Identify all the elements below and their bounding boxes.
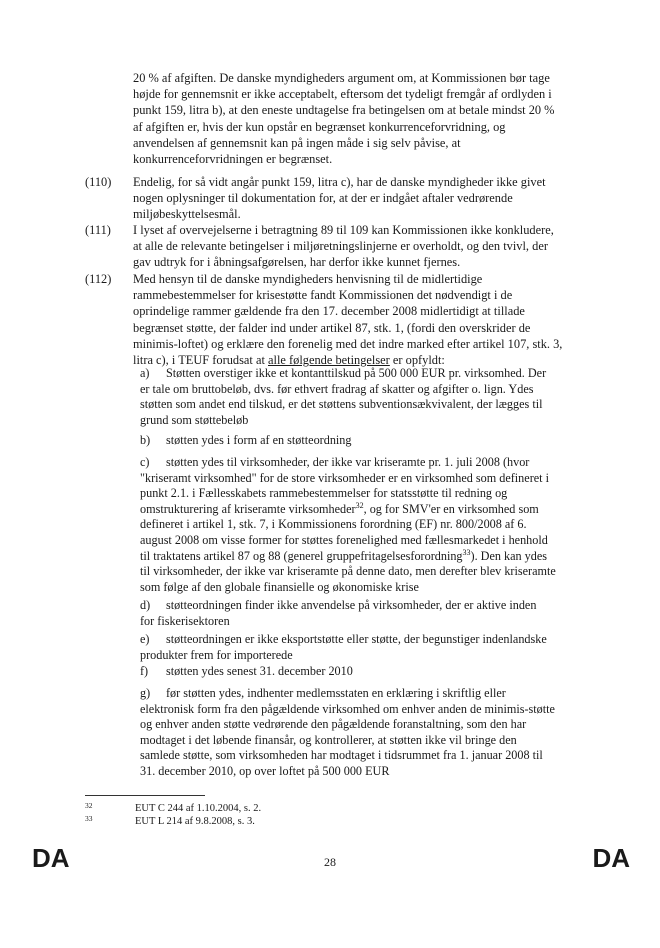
item-label: a) [140, 366, 150, 380]
list-item-d: d) støtteordningen finder ikke anvendelse på virksomheder, der er aktive inden for fiskerisektoren [140, 598, 537, 628]
paragraph-112: Med hensyn til de danske myndigheders henvisning til de midlertidige rammebestemmelser for krisestøtte fandt Kommissionen det nødvendigt i de oprindelige rammer gældende fra den 17. december 2008 midlertidigt at tillade begrænset støtte, der falder ind under artikel 87, stk. 1, (fordi den overskrider de minimis-loftet) og erklære den forenelig med det indre marked efter artikel 107, stk. 3, litra c), i TEUF forudsat at alle følgende betingelser er opfyldt: [133, 272, 563, 368]
paragraph-111: I lyset af overvejelserne i betragtning 89 til 109 kan Kommissionen ikke konkludere, at alle de relevante betingelser i miljøretningslinjerne er overholdt, og den tvivl, der gav udtryk for i åbningsafgørelsen, har derfor ikke kunnet fjernes. [133, 223, 554, 270]
list-item-g: g) før støtten ydes, indhenter medlemsstaten en erklæring i skriftlig eller elektronisk form fra den pågældende virksomhed om enhver anden de minimis-støtte og enhver anden støtte vedrørende den pågældende foranstaltning, som den har modtaget i det løbende finansår, og kontrollerer, at støtten ikke vil bringe den samlede støtte, som virksomheden har modtaget i tidsrummet fra 1. januar 2008 til 31. december 2010, op over loftet på 500 000 EUR [140, 686, 555, 778]
language-code-left: DA [32, 843, 70, 873]
item-label: f) [140, 664, 149, 678]
list-item-e: e) støtteordningen er ikke eksportstøtte eller støtte, der begunstiger indenlandske produkter frem for importerede [140, 632, 547, 662]
item-label: d) [140, 598, 151, 612]
footnote-divider [85, 795, 205, 796]
footnote-ref-33[interactable]: 33 [462, 547, 471, 557]
list-item-c: c) støtten ydes til virksomheder, der ikke var kriseramte pr. 1. juli 2008 (hvor "kriseramt virksomhed" for de store virksomheder er en virksomhed som defineret i punkt 2.1. i Fællesskabets rammebestemmelser for statsstøtte til redning og omstrukturering af kriseramte virksomheder$^{32}$, og for SMV'er en virksomhed som defineret i artikel 1, stk. 7, i Kommissionens forordning (EF) nr. 800/2008 af 6. august 2008 om visse former for støttes forenelighed med fællesmarkedet i henhold til traktatens artikel 87 og 88 (generel gruppefritagelsesforordning$^{33}$). Den kan ydes til virksomheder, der ikke var kriseramte på denne dato, men derefter blev kriseramte som følge af den globale finansielle og økonomiske krise [140, 455, 556, 594]
list-item-f: f) støtten ydes senest 31. december 2010 [140, 664, 353, 678]
footnote-33: 33 EUT L 214 af 9.8.2008, s. 3. [85, 814, 255, 827]
paragraph-number-111: (111) [85, 223, 111, 237]
item-label: e) [140, 632, 150, 646]
page-number: 28 [324, 855, 336, 869]
continuation-paragraph: 20 % af afgiften. De danske myndigheders argument om, at Kommissionen bør tage højde for gennemsnit er ikke acceptabelt, eftersom det tydeligt fremgår af ordlyden i punkt 159, litra b), at den eneste undtagelse fra betingelsen om at betale mindst 20 % af afgiften er, hvis der kun opstår en begrænset konkurrenceforvridning, og anvendelsen af gennemsnit kan på ingen måde i sig selv påvise, at konkurrenceforvridningen er begrænset. [133, 71, 555, 167]
underlined-conditions: alle følgende betingelser [268, 353, 390, 368]
item-label: g) [140, 686, 151, 700]
footnote-mark: 32 [85, 801, 93, 810]
footnote-ref-32[interactable]: 32 [355, 500, 364, 510]
language-code-right: DA [592, 843, 630, 873]
paragraph-110: Endelig, for så vidt angår punkt 159, litra c), har de danske myndigheder ikke givet nogen oplysninger til dokumentation for, at der er indgået aftaler vedrørende miljøbeskyttelsesmål. [133, 175, 546, 222]
item-label: b) [140, 433, 151, 447]
list-item-b: b) støtten ydes i form af en støtteordning [140, 433, 352, 447]
paragraph-number-110: (110) [85, 175, 112, 189]
footnote-mark: 33 [85, 814, 93, 823]
paragraph-number-112: (112) [85, 272, 112, 286]
list-item-a: a) Støtten overstiger ikke et kontanttilskud på 500 000 EUR pr. virksomhed. Der er tale om bruttobeløb, dvs. før ethvert fradrag af skatter og afgifter o. lign. Ydes støtten som andet end tilskud, er det støttens subventionsækvivalent, der lægges til grund som støttebeløb [140, 366, 547, 427]
footnote-32: 32 EUT C 244 af 1.10.2004, s. 2. [85, 801, 262, 814]
item-label: c) [140, 455, 150, 469]
